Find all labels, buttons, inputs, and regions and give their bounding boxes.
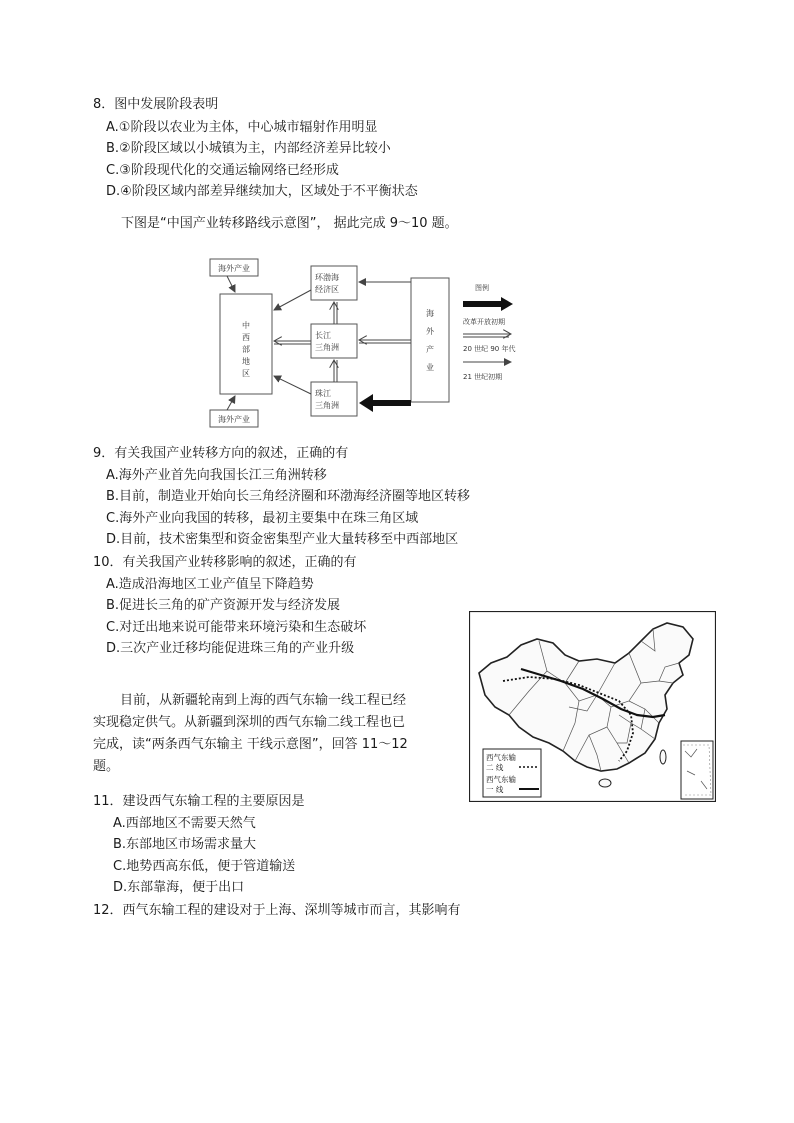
q9-option-b: B.目前，制造业开始向长三角经济圈和环渤海经济圈等地区转移	[106, 489, 471, 504]
midwest-char-5: 区	[242, 369, 250, 378]
overseas-bottom-label: 海外产业	[218, 415, 250, 424]
q11-stem: 11．建设西气东输工程的主要原因是	[93, 794, 305, 809]
legend-line2-text-b: 二 线	[486, 763, 504, 772]
q11-option-a: A.西部地区不需要天然气	[113, 816, 256, 831]
arrow-overseas-to-pearl-thick	[359, 394, 411, 412]
q9-stem: 9．有关我国产业转移方向的叙述，正确的有	[93, 446, 349, 461]
q11-option-c: C.地势西高东低，便于管道输送	[113, 859, 296, 874]
passage-line-1: 目前，从新疆轮南到上海的西气东输一线工程已经	[120, 693, 407, 708]
q10-option-a: A.造成沿海地区工业产值呈下降趋势	[106, 577, 314, 592]
midwest-char-1: 中	[242, 321, 250, 330]
overseas-industry-top-box	[210, 259, 258, 276]
legend-line1-text-a: 西气东输	[486, 775, 516, 784]
diagram-legend	[463, 283, 516, 381]
passage-line-2: 实现稳定供气。从新疆到深圳的西气东输二线工程也已	[93, 715, 406, 730]
arrow-overseas-top-to-midwest	[227, 276, 235, 292]
q11-option-d: D.东部靠海，便于出口	[113, 880, 245, 895]
legend-item-2: 20 世纪 90 年代	[463, 345, 516, 353]
pearl-line-2: 三角洲	[315, 401, 339, 410]
overseas-industry-right-box	[411, 278, 449, 402]
q9-option-c: C.海外产业向我国的转移，最初主要集中在珠三角区域	[106, 511, 419, 526]
q10-option-c: C.对迁出地来说可能带来环境污染和生态破坏	[106, 620, 367, 635]
midwest-char-2: 西	[242, 333, 250, 342]
bohai-line-2: 经济区	[315, 285, 339, 294]
south-china-sea-inset	[681, 741, 713, 799]
passage-line-3: 完成，读“两条西气东输主 干线示意图”，回答 11～12	[93, 737, 408, 752]
q8-option-c: C.③阶段现代化的交通运输网络已经形成	[106, 163, 339, 178]
bohai-economic-zone-box	[311, 266, 357, 300]
q11-option-b: B.东部地区市场需求量大	[113, 837, 257, 852]
legend-item-3: 21 世纪初期	[463, 373, 503, 381]
legend-item-1: 改革开放初期	[463, 318, 505, 326]
arrow-bohai-to-midwest	[274, 290, 311, 310]
overseas-right-char-2: 外	[426, 327, 434, 336]
q9-option-a: A.海外产业首先向我国长江三角洲转移	[106, 468, 327, 483]
legend-title: 图例	[475, 284, 489, 292]
west-east-gas-pipeline-map	[469, 611, 716, 802]
passage-11-12	[93, 690, 463, 778]
midwest-char-3: 部	[242, 345, 250, 354]
yangtze-line-2: 三角洲	[315, 343, 339, 352]
passage-line-4: 题。	[93, 759, 120, 774]
hainan-island	[599, 779, 611, 787]
arrow-overseas-bottom-to-midwest	[227, 396, 235, 410]
legend-thick-arrow-icon	[463, 297, 513, 311]
map-legend	[483, 749, 541, 797]
q10-option-b: B.促进长三角的矿产资源开发与经济发展	[106, 598, 341, 613]
q8-option-d: D.④阶段区域内部差异继续加大，区域处于不平衡状态	[106, 184, 418, 199]
overseas-right-char-3: 产	[426, 345, 434, 354]
pearl-delta-box	[311, 382, 357, 416]
q8-option-a: A.①阶段以农业为主体，中心城市辐射作用明显	[106, 120, 378, 135]
midwest-char-4: 地	[242, 357, 250, 366]
q8-option-b: B.②阶段区域以小城镇为主，内部经济差异比较小	[106, 141, 391, 156]
legend-line2-text-a: 西气东输	[486, 753, 516, 762]
yangtze-delta-box	[311, 324, 357, 358]
bohai-line-1: 环渤海	[315, 273, 339, 282]
midwest-region-box	[220, 294, 272, 394]
arrow-pearl-to-midwest	[274, 376, 311, 394]
q10-option-d: D.三次产业迁移均能促进珠三角的产业升级	[106, 641, 355, 656]
industry-transfer-diagram	[205, 254, 535, 430]
q9-option-d: D.目前，技术密集型和资金密集型产业大量转移至中西部地区	[106, 532, 459, 547]
pearl-line-1: 珠江	[315, 389, 331, 398]
overseas-top-label: 海外产业	[218, 264, 250, 273]
q10-stem: 10．有关我国产业转移影响的叙述，正确的有	[93, 555, 357, 570]
q8-stem: 8．图中发展阶段表明	[93, 97, 219, 112]
overseas-right-char-1: 海	[426, 309, 434, 318]
taiwan-island	[660, 750, 666, 764]
q12-stem: 12．西气东输工程的建设对于上海、深圳等城市而言，其影响有	[93, 903, 461, 918]
overseas-right-char-4: 业	[426, 363, 434, 372]
yangtze-line-1: 长江	[315, 331, 331, 340]
intro-9-10: 下图是“中国产业转移路线示意图”， 据此完成 9～10 题。	[121, 216, 458, 231]
legend-line1-text-b: 一 线	[486, 785, 504, 794]
overseas-industry-bottom-box	[210, 410, 258, 427]
